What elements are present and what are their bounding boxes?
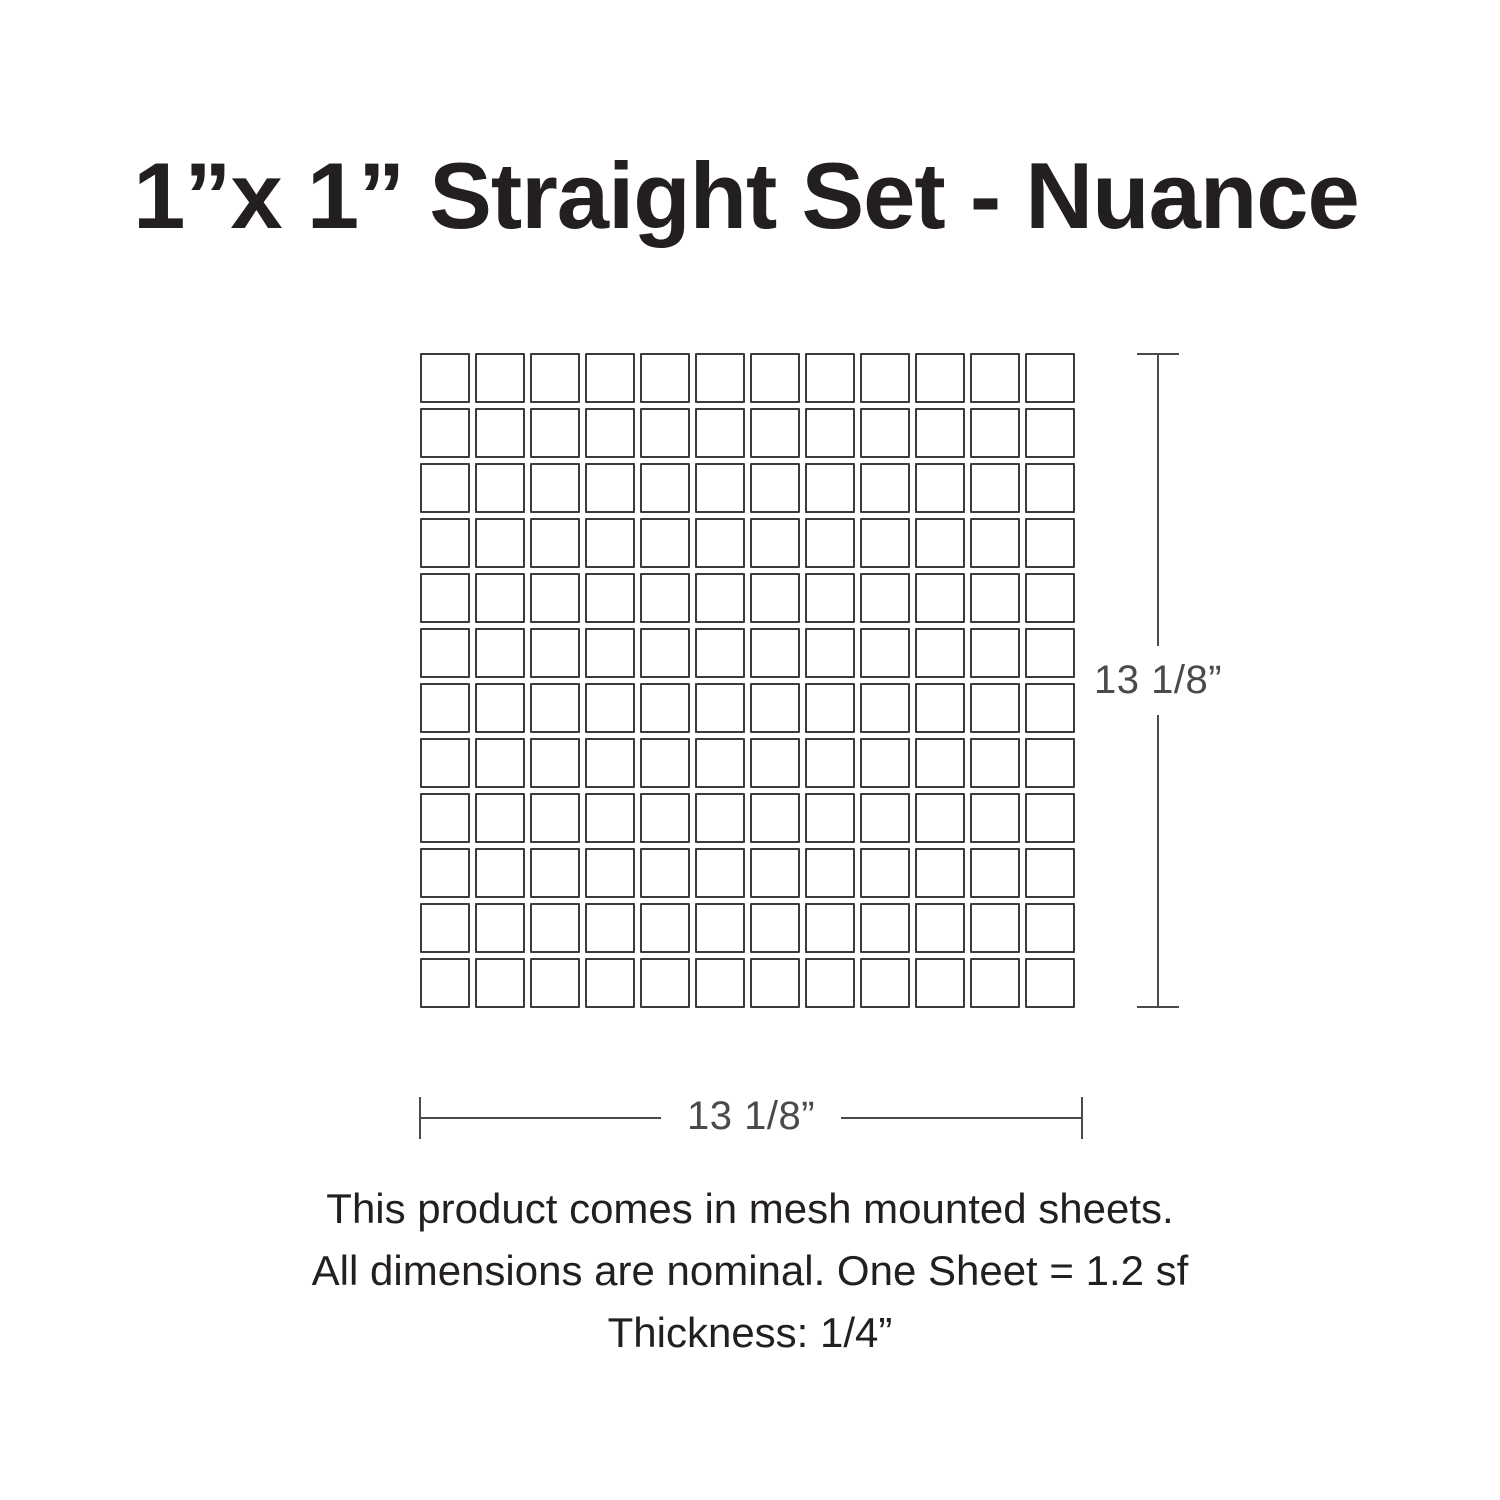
note-line-3: Thickness: 1/4” bbox=[607, 1309, 893, 1356]
tile bbox=[1025, 628, 1075, 678]
tile bbox=[475, 903, 525, 953]
tile bbox=[860, 628, 910, 678]
tile bbox=[805, 628, 855, 678]
tile bbox=[695, 628, 745, 678]
tile bbox=[805, 738, 855, 788]
tile bbox=[475, 573, 525, 623]
tile bbox=[585, 463, 635, 513]
height-dimension-label: 13 1/8” bbox=[1093, 658, 1223, 702]
tile bbox=[475, 683, 525, 733]
product-notes bbox=[0, 1178, 1500, 1364]
tile bbox=[695, 903, 745, 953]
tile bbox=[695, 408, 745, 458]
tile bbox=[695, 958, 745, 1008]
tile bbox=[860, 848, 910, 898]
tile bbox=[640, 903, 690, 953]
tile bbox=[640, 573, 690, 623]
tile bbox=[1025, 463, 1075, 513]
tile bbox=[530, 408, 580, 458]
tile bbox=[585, 518, 635, 568]
tile bbox=[475, 848, 525, 898]
tile bbox=[750, 628, 800, 678]
tile bbox=[530, 353, 580, 403]
tile bbox=[420, 848, 470, 898]
tile bbox=[915, 793, 965, 843]
tile bbox=[695, 683, 745, 733]
tile bbox=[530, 738, 580, 788]
tile bbox=[640, 353, 690, 403]
tile bbox=[860, 793, 910, 843]
tile bbox=[915, 408, 965, 458]
width-dimension bbox=[419, 1093, 1083, 1139]
tile bbox=[970, 353, 1020, 403]
tile bbox=[420, 683, 470, 733]
tile bbox=[420, 738, 470, 788]
tile bbox=[640, 958, 690, 1008]
tile bbox=[475, 793, 525, 843]
tile bbox=[585, 683, 635, 733]
tile bbox=[970, 903, 1020, 953]
tile bbox=[530, 518, 580, 568]
tile bbox=[860, 903, 910, 953]
tile bbox=[640, 683, 690, 733]
tile bbox=[860, 518, 910, 568]
dimension-line-left bbox=[421, 1117, 661, 1119]
dimension-line-upper bbox=[1157, 355, 1159, 646]
tile bbox=[420, 353, 470, 403]
tile bbox=[860, 408, 910, 458]
tile bbox=[750, 353, 800, 403]
tile bbox=[1025, 848, 1075, 898]
tile bbox=[750, 903, 800, 953]
tile bbox=[1025, 903, 1075, 953]
tile bbox=[915, 683, 965, 733]
tile bbox=[805, 573, 855, 623]
tile bbox=[970, 628, 1020, 678]
tile bbox=[915, 518, 965, 568]
tile bbox=[970, 518, 1020, 568]
tile bbox=[530, 463, 580, 513]
tile bbox=[420, 793, 470, 843]
note-line-2: All dimensions are nominal. One Sheet = 1.2 sf bbox=[311, 1247, 1189, 1294]
tile bbox=[750, 738, 800, 788]
tile bbox=[1025, 573, 1075, 623]
tile bbox=[585, 408, 635, 458]
tile bbox=[640, 408, 690, 458]
tile bbox=[420, 573, 470, 623]
tile bbox=[915, 628, 965, 678]
tile bbox=[860, 573, 910, 623]
tile bbox=[475, 738, 525, 788]
dimension-bottom-cap bbox=[1137, 1006, 1179, 1008]
tile bbox=[530, 573, 580, 623]
tile bbox=[860, 683, 910, 733]
tile bbox=[420, 408, 470, 458]
tile bbox=[585, 353, 635, 403]
tile bbox=[475, 353, 525, 403]
tile bbox=[420, 958, 470, 1008]
tile-grid bbox=[420, 353, 1075, 1008]
tile bbox=[1025, 793, 1075, 843]
tile bbox=[750, 518, 800, 568]
tile bbox=[915, 463, 965, 513]
tile bbox=[915, 738, 965, 788]
tile bbox=[530, 848, 580, 898]
tile bbox=[805, 353, 855, 403]
tile bbox=[695, 573, 745, 623]
dimension-line-lower bbox=[1157, 715, 1159, 1006]
tile bbox=[475, 628, 525, 678]
tile bbox=[585, 903, 635, 953]
tile bbox=[585, 793, 635, 843]
tile bbox=[585, 848, 635, 898]
tile bbox=[750, 683, 800, 733]
tile bbox=[420, 903, 470, 953]
tile bbox=[1025, 353, 1075, 403]
dimension-right-cap bbox=[1081, 1097, 1083, 1139]
tile bbox=[750, 793, 800, 843]
tile bbox=[805, 848, 855, 898]
tile bbox=[475, 958, 525, 1008]
tile bbox=[750, 463, 800, 513]
tile bbox=[640, 463, 690, 513]
tile bbox=[420, 628, 470, 678]
tile bbox=[530, 958, 580, 1008]
height-dimension bbox=[1094, 353, 1222, 1008]
tile bbox=[640, 793, 690, 843]
dimension-line-right bbox=[841, 1117, 1081, 1119]
tile bbox=[970, 958, 1020, 1008]
tile bbox=[475, 463, 525, 513]
tile bbox=[860, 738, 910, 788]
tile bbox=[805, 518, 855, 568]
tile bbox=[695, 518, 745, 568]
tile bbox=[640, 848, 690, 898]
tile bbox=[530, 793, 580, 843]
tile bbox=[860, 958, 910, 1008]
tile bbox=[970, 408, 1020, 458]
tile bbox=[585, 628, 635, 678]
tile bbox=[805, 958, 855, 1008]
tile bbox=[805, 463, 855, 513]
tile bbox=[805, 408, 855, 458]
tile bbox=[970, 463, 1020, 513]
tile bbox=[1025, 958, 1075, 1008]
tile bbox=[915, 353, 965, 403]
tile bbox=[1025, 738, 1075, 788]
tile bbox=[970, 793, 1020, 843]
tile bbox=[805, 683, 855, 733]
tile bbox=[530, 628, 580, 678]
tile bbox=[585, 958, 635, 1008]
tile bbox=[970, 573, 1020, 623]
tile bbox=[420, 463, 470, 513]
tile bbox=[970, 683, 1020, 733]
tile bbox=[1025, 518, 1075, 568]
tile bbox=[585, 573, 635, 623]
tile bbox=[1025, 408, 1075, 458]
tile bbox=[750, 848, 800, 898]
tile bbox=[970, 848, 1020, 898]
note-line-1: This product comes in mesh mounted sheets. bbox=[326, 1185, 1174, 1232]
tile bbox=[695, 353, 745, 403]
tile bbox=[530, 903, 580, 953]
tile bbox=[750, 958, 800, 1008]
tile bbox=[860, 353, 910, 403]
tile bbox=[420, 518, 470, 568]
tile bbox=[640, 518, 690, 568]
tile bbox=[750, 408, 800, 458]
tile bbox=[475, 408, 525, 458]
tile bbox=[640, 738, 690, 788]
tile bbox=[695, 793, 745, 843]
tile bbox=[695, 738, 745, 788]
tile bbox=[585, 738, 635, 788]
tile bbox=[750, 573, 800, 623]
width-dimension-label: 13 1/8” bbox=[686, 1093, 816, 1138]
tile bbox=[695, 848, 745, 898]
tile bbox=[475, 518, 525, 568]
tile bbox=[915, 903, 965, 953]
page-title: 1”x 1” Straight Set - Nuance bbox=[133, 143, 1359, 248]
tile bbox=[860, 463, 910, 513]
tile bbox=[970, 738, 1020, 788]
tile bbox=[640, 628, 690, 678]
tile bbox=[530, 683, 580, 733]
tile bbox=[695, 463, 745, 513]
tile bbox=[805, 793, 855, 843]
tile bbox=[805, 903, 855, 953]
tile bbox=[915, 958, 965, 1008]
tile bbox=[915, 848, 965, 898]
tile bbox=[915, 573, 965, 623]
tile bbox=[1025, 683, 1075, 733]
